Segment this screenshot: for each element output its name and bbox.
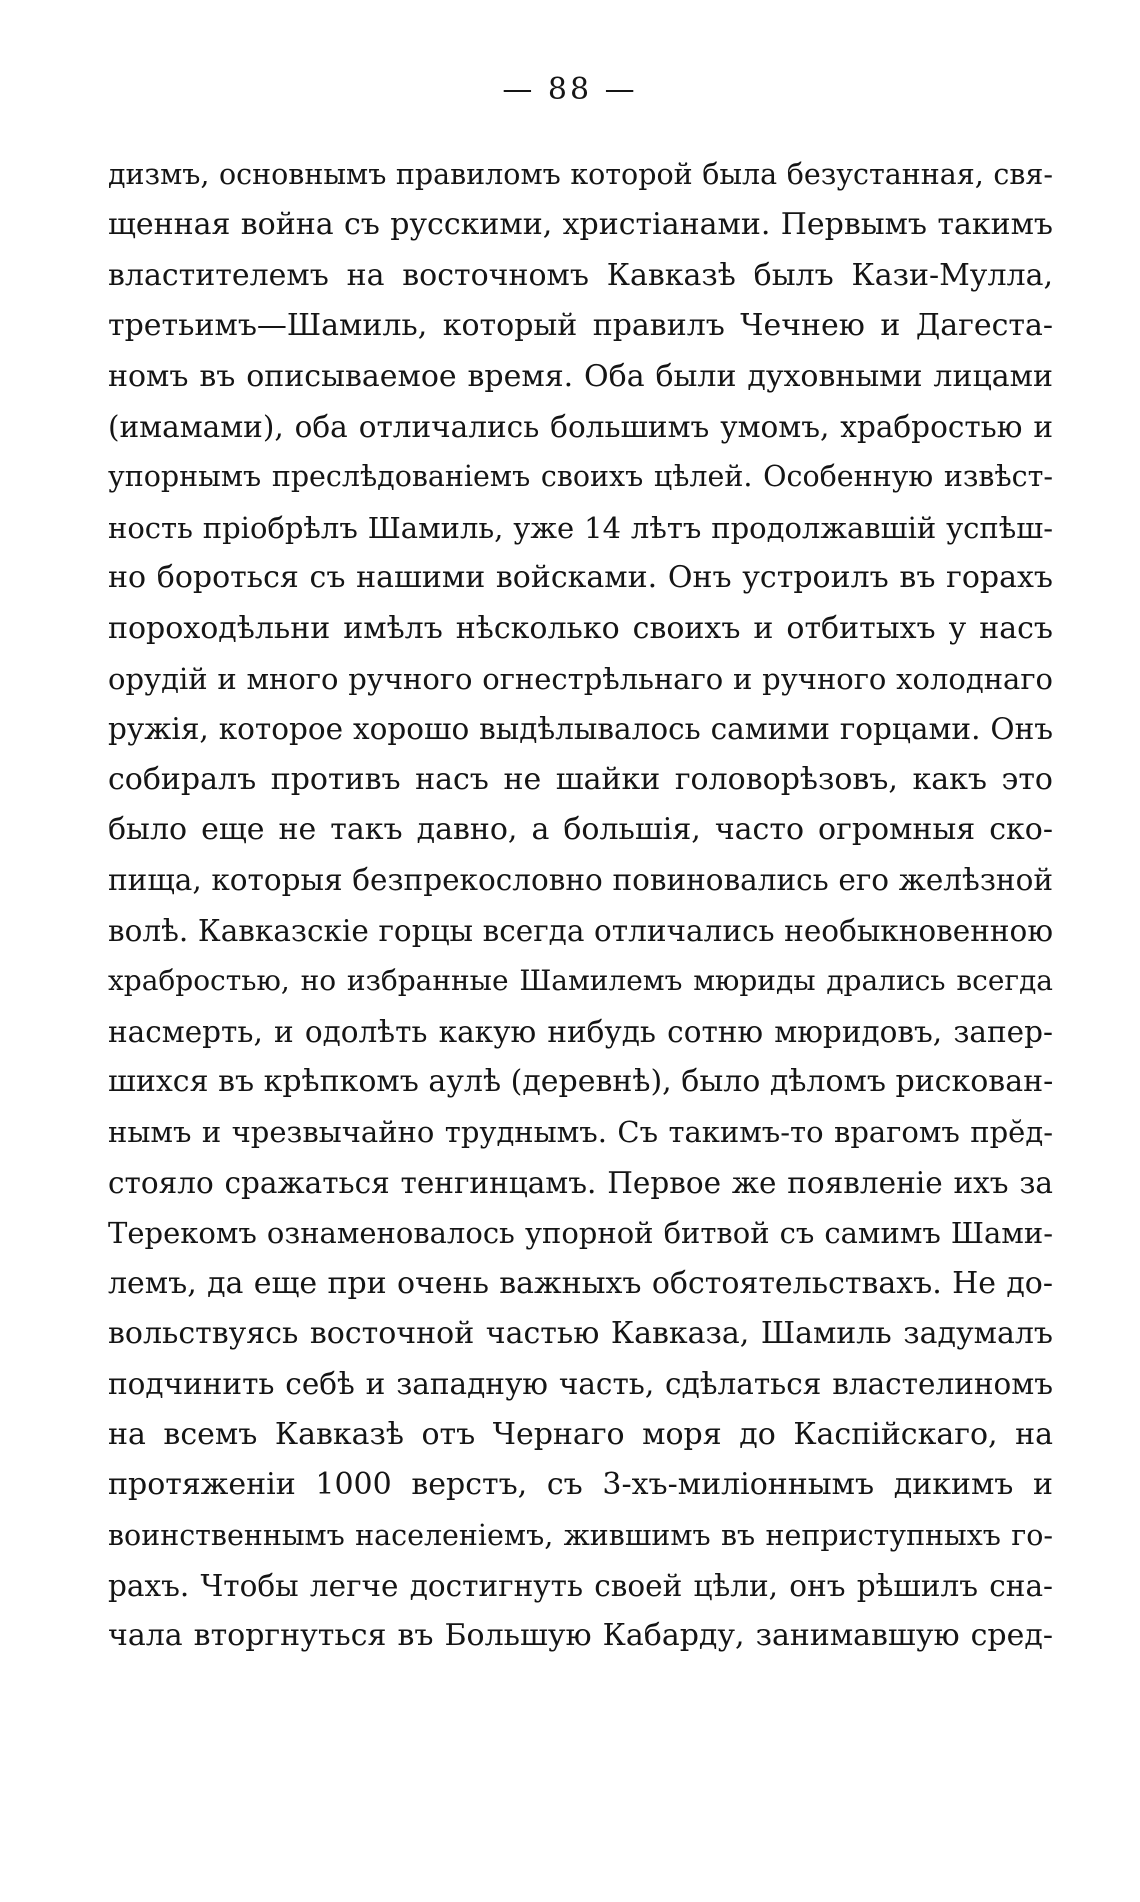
text-line: пороходѣльни имѣлъ нѣсколько своихъ и отбитыхъ у насъ	[108, 610, 1053, 646]
text-line: ружія, которое хорошо выдѣлывалось самими горцами. Онъ	[108, 712, 1053, 747]
text-line: чала вторгнуться въ Большую Кабарду, занимавшую сред-	[108, 1618, 1053, 1654]
text-line: нымъ и чрезвычайно труднымъ. Съ такимъ-то врагомъ прӗд-	[108, 1115, 1053, 1150]
text-line: волѣ. Кавказскіе горцы всегда отличались необыкновенною	[108, 913, 1053, 948]
text-line: подчинить себѣ и западную часть, сдѣлаться властелиномъ	[108, 1367, 1053, 1402]
text-line: храбростью, но избранные Шамилемъ мюриды дрались всегда	[108, 964, 1053, 998]
text-line: (имамами), оба отличались большимъ умомъ, храбростью и	[108, 409, 1053, 444]
text-line: вольствуясь восточной частью Кавказа, Шамиль задумалъ	[108, 1315, 1053, 1351]
text-line: собиралъ противъ насъ не шайки головорѣзовъ, какъ это	[108, 761, 1053, 797]
text-line: было еще не такъ давно, а большія, часто огромныя ско-	[108, 812, 1053, 848]
text-line: ность пріобрѣлъ Шамиль, уже 14 лѣтъ продолжавшій успѣш-	[108, 510, 1053, 545]
text-line: шихся въ крѣпкомъ аулѣ (деревнѣ), было дѣломъ рискован-	[108, 1064, 1054, 1100]
text-line: насмерть, и одолѣть какую нибудь сотню мюридовъ, запер-	[108, 1014, 1053, 1049]
text-line: властителемъ на восточномъ Кавказѣ былъ Кази-Мулла,	[108, 257, 1053, 293]
text-line: третьимъ—Шамиль, который правилъ Чечнею и Дагеста-	[108, 308, 1053, 344]
text-line: лемъ, да еще при очень важныхъ обстоятельствахъ. Не до-	[108, 1265, 1053, 1301]
text-line: на всемъ Кавказѣ отъ Чернаго моря до Каспійскаго, на	[108, 1416, 1053, 1452]
body-text	[108, 150, 1053, 1662]
text-line: дизмъ, основнымъ правиломъ которой была безустанная, свя-	[108, 158, 1053, 191]
text-line: рахъ. Чтобы легче достигнуть своей цѣли, онъ рѣшилъ сна-	[108, 1568, 1053, 1603]
text-line: щенная война съ русскими, христіанами. Первымъ такимъ	[108, 207, 1053, 243]
text-line: пища, которыя безпрекословно повиновались его желѣзной	[108, 863, 1053, 898]
text-line: стояло сражаться тенгинцамъ. Первое же появленіе ихъ за	[108, 1165, 1053, 1200]
text-line: Терекомъ ознаменовалось упорной битвой съ самимъ Шами-	[108, 1216, 1053, 1251]
text-line: протяженіи 1000 верстъ, съ 3-хъ-миліоннымъ дикимъ и	[108, 1467, 1053, 1503]
text-line: орудій и много ручного огнестрѣльнаго и ручного холоднаго	[108, 661, 1053, 696]
text-line: номъ въ описываемое время. Оба были духовными лицами	[108, 358, 1053, 394]
page-number: — 88 —	[502, 72, 638, 107]
text-line: но бороться съ нашими войсками. Онъ устроилъ въ горахъ	[108, 560, 1053, 596]
text-line: воинственнымъ населеніемъ, жившимъ въ неприступныхъ го-	[108, 1518, 1053, 1552]
text-line: упорнымъ преслѣдованіемъ своихъ цѣлей. Особенную извѣст-	[108, 460, 1053, 494]
